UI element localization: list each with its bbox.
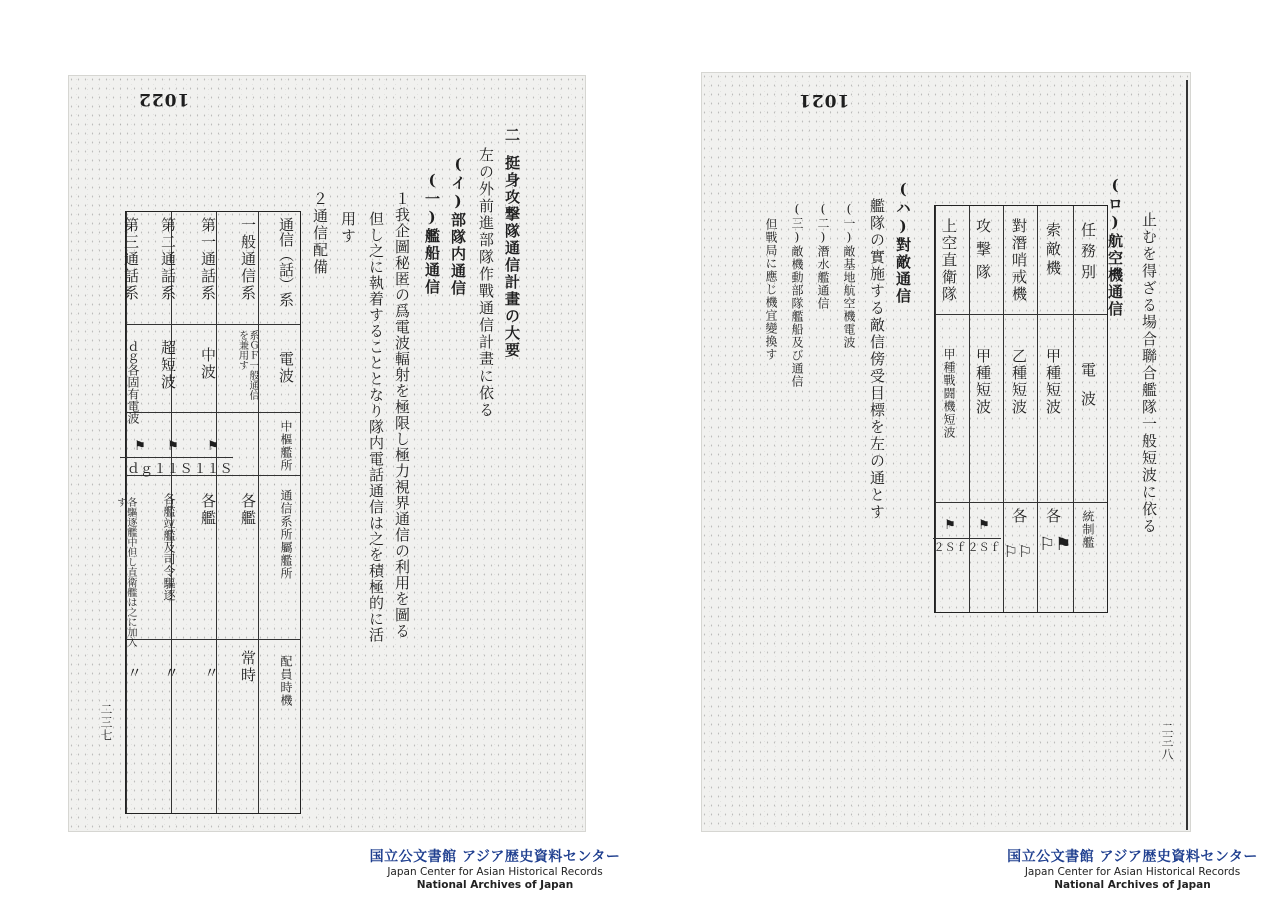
- rrow-attack-flag-icon: ⚑: [978, 518, 990, 533]
- rth-control-ship: 統制艦: [1081, 510, 1095, 549]
- row-first-wave: 中波: [199, 347, 217, 381]
- th-staffing-time: 配員時機: [279, 655, 293, 707]
- page-number-left: 1022: [138, 89, 190, 109]
- enemy-comms-line: 艦隊の實施する敵信傍受目標を左の通とす: [868, 198, 886, 521]
- rrow-cap-ctrl: ２Ｓｆ: [933, 538, 967, 555]
- row-general-ships: 各艦: [239, 493, 257, 527]
- subheading-aircraft-comms: (ロ)航空機通信: [1106, 176, 1124, 318]
- row-second-wave: 超短波: [159, 340, 177, 391]
- right-document-page: [701, 72, 1191, 832]
- paragraph-1-line-1: １我企圖秘匿の爲電波輻射を極限し極力視界通信の利用を圖る: [393, 191, 411, 639]
- th-affiliated-ships: 通信系所屬艦所: [279, 489, 293, 580]
- row-first-system: 第一通話系: [199, 217, 217, 302]
- row-third-system: 第三通話系: [122, 217, 140, 302]
- aircraft-note: 止むを得ざる場合聯合艦隊一般短波に依る: [1140, 212, 1158, 535]
- enemy-item-1: (一)敵基地航空機電波: [842, 202, 856, 349]
- row-second-system: 第二通話系: [159, 217, 177, 302]
- subheading-ship-comms: (一)艦船通信: [423, 171, 441, 296]
- row-third-ships: 各驅逐艦中但し直衛艦は之に加入す: [114, 497, 136, 647]
- enemy-item-2: (二)潛水艦通信: [816, 202, 830, 310]
- row-general-wave: 系ＧＦ一般通信を兼用す: [236, 330, 258, 400]
- th-system: 通信（話）系: [277, 217, 295, 307]
- row-general-time: 常時: [239, 650, 257, 684]
- folio-left: 二三七: [99, 703, 113, 742]
- rrow-search-flag-icon: ⚐⚑: [1039, 534, 1072, 555]
- rrow-attack-task: 攻撃隊: [974, 218, 992, 287]
- row-first-flag-icon: ⚑: [207, 439, 219, 454]
- row-first-hub: １１Ｓ: [193, 457, 233, 477]
- paragraph-1-line-3: 用す: [339, 211, 357, 245]
- enemy-item-3: (三)敵機動部隊艦船及び通信: [790, 202, 804, 388]
- rrow-asw-flag-icon: ⚐⚐: [1003, 542, 1033, 561]
- th-hub-ship: 中樞艦所: [279, 420, 293, 472]
- rrow-asw-task: 對潛哨戒機: [1010, 218, 1028, 303]
- paragraph-1-line-2: 但し之に執着することとなり隊内電話通信は之を積極的に活: [367, 211, 385, 643]
- folio-right: 二三八: [1160, 722, 1174, 761]
- logo-jp-text: 国立公文書館 アジア歴史資料センター: [1007, 849, 1258, 865]
- jacar-logo-right: [985, 846, 1280, 892]
- rrow-attack-ctrl: ２Ｓｆ: [967, 538, 1001, 555]
- rrow-cap-wave: 甲種戰闘機短波: [942, 348, 956, 439]
- rth-wave: 電波: [1079, 362, 1097, 420]
- row-second-flag-icon: ⚑: [167, 439, 179, 454]
- section-heading: 挺身攻撃隊通信計畫の大要: [503, 155, 521, 359]
- rrow-asw-ctrl: 各: [1010, 508, 1028, 525]
- heading-number: 二: [503, 127, 521, 144]
- row-second-ships: 各艦竝艦及司令驅逐: [162, 493, 176, 601]
- row-second-time: 〃: [162, 665, 180, 682]
- row-third-wave: ｄｇ各固有電波: [126, 340, 140, 424]
- row-general-system: 一般通信系: [239, 217, 257, 302]
- rth-task: 任務別: [1079, 222, 1097, 285]
- logo-en-text: Japan Center for Asian Historical Records: [1024, 866, 1241, 878]
- logo-en-text-2: National Archives of Japan: [1054, 879, 1211, 891]
- page-number-right: 1021: [798, 90, 850, 110]
- section-intro: 左の外前進部隊作戰通信計畫に依る: [477, 147, 495, 419]
- row-third-time: 〃: [125, 665, 143, 682]
- row-third-hub: ｄｇ: [120, 457, 160, 477]
- row-first-time: 〃: [202, 665, 220, 682]
- th-wave: 電波: [277, 351, 295, 385]
- rrow-search-wave: 甲種短波: [1044, 348, 1062, 416]
- paragraph-2-heading: ２通信配備: [311, 191, 329, 276]
- row-second-hub: １１Ｓ: [152, 457, 194, 477]
- row-first-ships: 各艦: [199, 493, 217, 527]
- rrow-search-ctrl: 各: [1044, 508, 1062, 525]
- subheading-internal-comms: (イ)部隊内通信: [449, 155, 467, 297]
- logo-jp-text: 国立公文書館 アジア歴史資料センター: [369, 849, 621, 865]
- rrow-search-task: 索敵機: [1044, 222, 1062, 279]
- subheading-enemy-comms: (ハ)對敵通信: [894, 180, 912, 305]
- page-binding-edge: [1186, 80, 1188, 830]
- rrow-asw-wave: 乙種短波: [1010, 348, 1028, 416]
- jacar-logo-left: [345, 846, 645, 892]
- left-document-page: [68, 75, 586, 832]
- logo-en-text-2: National Archives of Japan: [416, 879, 574, 891]
- logo-en-text: Japan Center for Asian Historical Records: [387, 866, 603, 878]
- rrow-cap-flag-icon: ⚑: [944, 518, 956, 533]
- rrow-attack-wave: 甲種短波: [974, 348, 992, 416]
- row-third-flag-icon: ⚑: [134, 439, 146, 454]
- enemy-item-3-note: 但戰局に應じ機宜變換す: [764, 218, 778, 361]
- rrow-cap-task: 上空直衛隊: [940, 218, 958, 303]
